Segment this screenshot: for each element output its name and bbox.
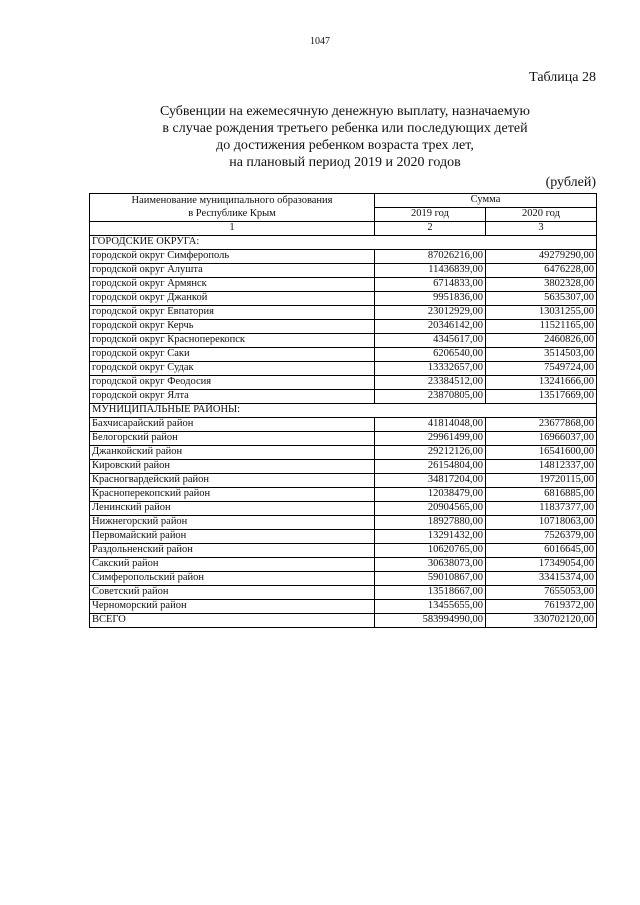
amount-2020: 5635307,00 [486,292,597,306]
units-label: (рублей) [545,175,596,190]
amount-2020: 49279290,00 [486,250,597,264]
amount-2019: 11436839,00 [375,264,486,278]
column-header-2019: 2019 год [375,208,486,222]
amount-2019: 13455655,00 [375,600,486,614]
amount-2020: 33415374,00 [486,572,597,586]
column-header-2020: 2020 год [486,208,597,222]
amount-2019: 6206540,00 [375,348,486,362]
amount-2020: 23677868,00 [486,418,597,432]
amount-2019: 4345617,00 [375,334,486,348]
amount-2020: 3514503,00 [486,348,597,362]
amount-2020: 6816885,00 [486,488,597,502]
amount-2019: 23870805,00 [375,390,486,404]
table-row [90,362,597,376]
amount-2020: 11521165,00 [486,320,597,334]
column-number: 1 [90,222,375,236]
table-row [90,460,597,474]
table-row [90,390,597,404]
amount-2020: 14812337,00 [486,460,597,474]
amount-2019: 13291432,00 [375,530,486,544]
amount-2019: 29961499,00 [375,432,486,446]
amount-2020: 6016645,00 [486,544,597,558]
table-row [90,488,597,502]
amount-2019: 10620765,00 [375,544,486,558]
table-row [90,432,597,446]
amount-2020: 16966037,00 [486,432,597,446]
table-row [90,446,597,460]
table-row [90,502,597,516]
municipality-name: Раздольненский район [90,544,375,558]
municipality-name: Ленинский район [90,502,375,516]
column-number: 3 [486,222,597,236]
table-row [90,474,597,488]
amount-2019: 29212126,00 [375,446,486,460]
municipality-name: городской округ Алушта [90,264,375,278]
municipality-name: Советский район [90,586,375,600]
amount-2019: 9951836,00 [375,292,486,306]
amount-2019: 23012929,00 [375,306,486,320]
column-header-sum: Сумма [375,194,597,208]
amount-2020: 13517669,00 [486,390,597,404]
amount-2019: 26154804,00 [375,460,486,474]
table-row [90,264,597,278]
table-row [90,600,597,614]
document-title [130,103,560,171]
municipality-name: Симферопольский район [90,572,375,586]
amount-2019: 59010867,00 [375,572,486,586]
municipality-name: Первомайский район [90,530,375,544]
municipality-name: Нижнегорский район [90,516,375,530]
amount-2019: 41814048,00 [375,418,486,432]
municipality-name: городской округ Саки [90,348,375,362]
amount-2020: 7526379,00 [486,530,597,544]
amount-2019: 34817204,00 [375,474,486,488]
total-label: ВСЕГО [90,614,375,628]
amount-2020: 6476228,00 [486,264,597,278]
table-row [90,516,597,530]
amount-2019: 6714833,00 [375,278,486,292]
total-row [90,614,597,628]
section-row [90,404,597,418]
amount-2020: 11837377,00 [486,502,597,516]
amount-2019: 20904565,00 [375,502,486,516]
amount-2020: 7655053,00 [486,586,597,600]
title-line: Субвенции на ежемесячную денежную выплату, назначаемую [159,104,531,119]
table-row [90,292,597,306]
table-row [90,558,597,572]
table-row [90,376,597,390]
amount-2019: 87026216,00 [375,250,486,264]
municipality-name: Кировский район [90,460,375,474]
municipality-name: городской округ Армянск [90,278,375,292]
municipality-name: городской округ Симферополь [90,250,375,264]
municipality-name: городской округ Ялта [90,390,375,404]
table-row [90,250,597,264]
municipality-name: городской округ Керчь [90,320,375,334]
table-row [90,278,597,292]
amount-2019: 13518667,00 [375,586,486,600]
title-line: на плановый период 2019 и 2020 годов [229,155,461,170]
table-row [90,544,597,558]
amount-2020: 13241666,00 [486,376,597,390]
table-row [90,306,597,320]
municipality-name: городской округ Феодосия [90,376,375,390]
table-row [90,334,597,348]
total-2020: 330702120,00 [486,614,597,628]
municipality-name: Джанкойский район [90,446,375,460]
municipality-name: Сакский район [90,558,375,572]
amount-2020: 3802328,00 [486,278,597,292]
table-row [90,320,597,334]
amount-2020: 2460826,00 [486,334,597,348]
section-row [90,236,597,250]
municipality-name: городской округ Джанкой [90,292,375,306]
municipality-name: Красногвардейский район [90,474,375,488]
table-row [90,530,597,544]
amount-2020: 16541600,00 [486,446,597,460]
column-header-name: Наименование муниципального образования в Республике Крым [90,194,375,222]
municipality-name: Красноперекопский район [90,488,375,502]
amount-2020: 7619372,00 [486,600,597,614]
section-title: ГОРОДСКИЕ ОКРУГА: [90,236,597,250]
amount-2020: 7549724,00 [486,362,597,376]
title-line: в случае рождения третьего ребенка или последующих детей [162,121,528,136]
amount-2019: 20346142,00 [375,320,486,334]
amount-2020: 10718063,00 [486,516,597,530]
amount-2019: 23384512,00 [375,376,486,390]
section-title: МУНИЦИПАЛЬНЫЕ РАЙОНЫ: [90,404,597,418]
table-row [90,418,597,432]
amount-2019: 30638073,00 [375,558,486,572]
amount-2019: 13332657,00 [375,362,486,376]
municipality-name: городской округ Красноперекопск [90,334,375,348]
municipality-name: Черноморский район [90,600,375,614]
column-number: 2 [375,222,486,236]
amount-2020: 17349054,00 [486,558,597,572]
total-2019: 583994990,00 [375,614,486,628]
table-label: Таблица 28 [529,70,596,85]
amount-2019: 18927880,00 [375,516,486,530]
municipality-name: Бахчисарайский район [90,418,375,432]
amount-2020: 13031255,00 [486,306,597,320]
table-row [90,348,597,362]
page-number: 1047 [310,36,330,47]
municipality-name: городской округ Судак [90,362,375,376]
title-line: до достижения ребенком возраста трех лет, [216,138,474,153]
table-row [90,572,597,586]
table-row [90,586,597,600]
amount-2020: 19720115,00 [486,474,597,488]
amount-2019: 12038479,00 [375,488,486,502]
subsidy-table [89,193,597,628]
municipality-name: Белогорский район [90,432,375,446]
municipality-name: городской округ Евпатория [90,306,375,320]
